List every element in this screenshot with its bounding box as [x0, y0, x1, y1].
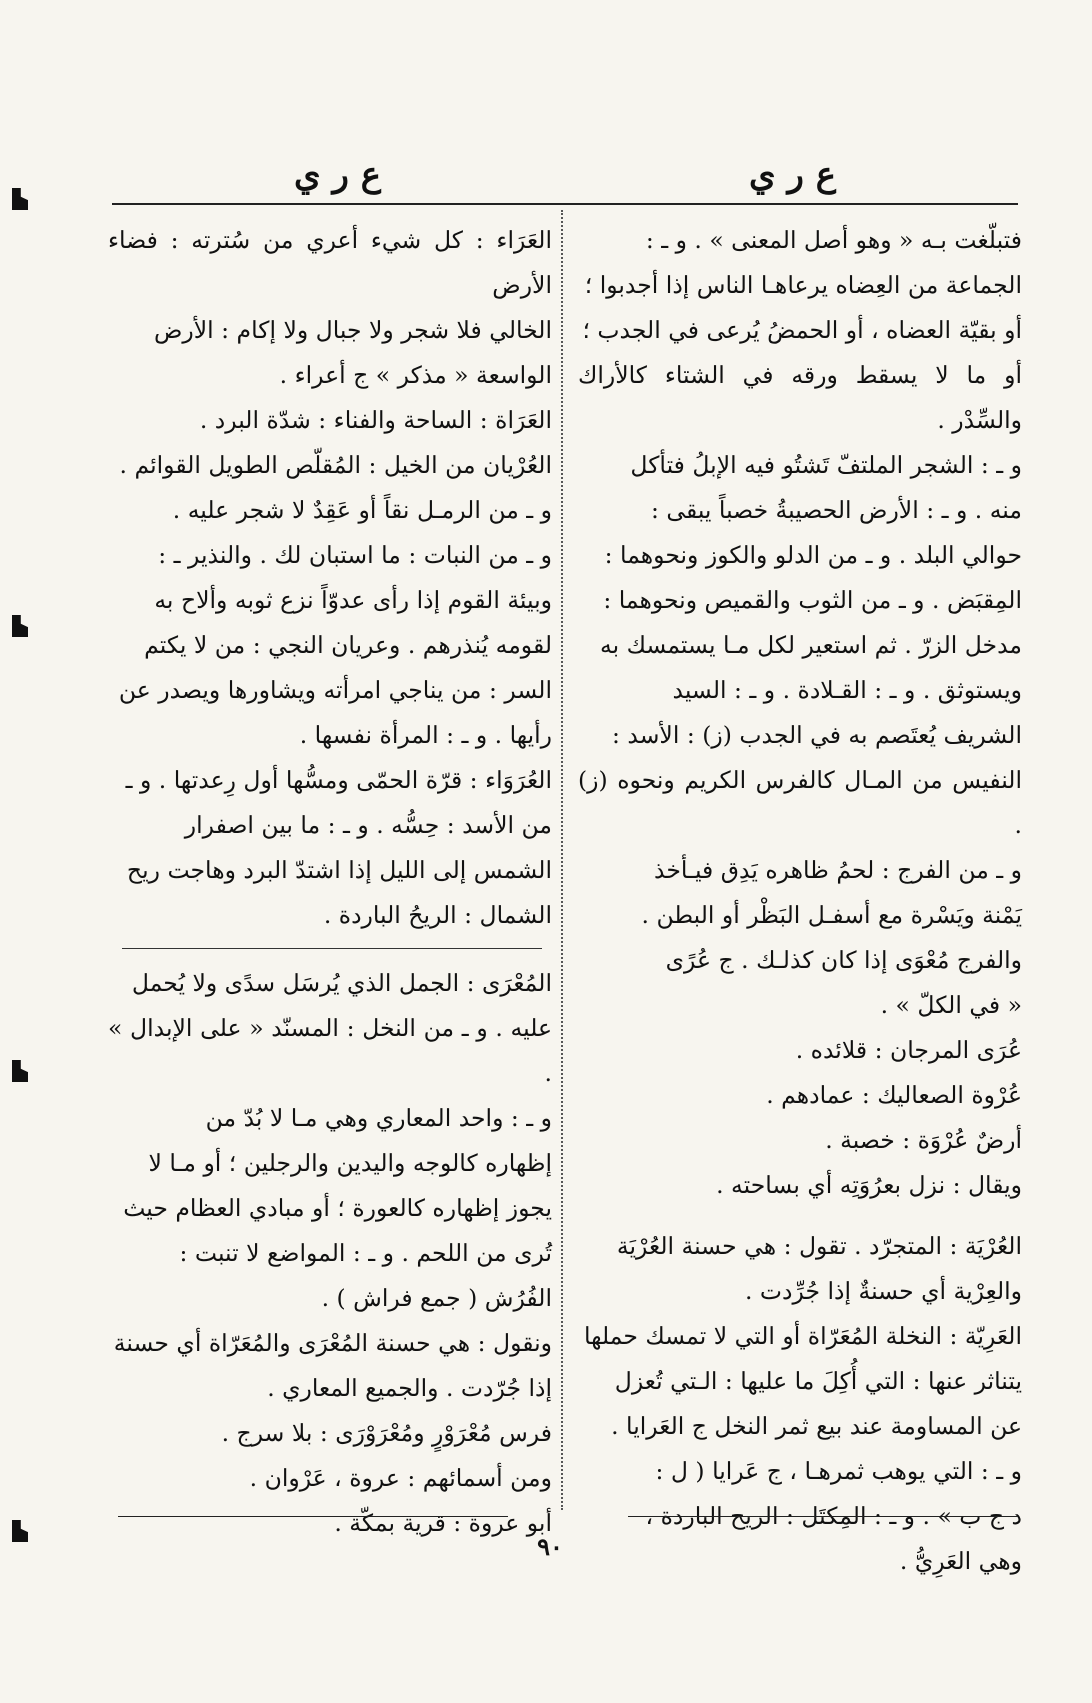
entry-line: العَرَاة : الساحة والفناء : شدّة البرد . — [199, 406, 552, 434]
entry-line: فرس مُعْرَوْرٍ ومُعْرَوْرَى : بلا سرج . — [221, 1419, 552, 1447]
text-line: فتبلّغت بـه « وهو أصل المعنى » . و ـ : — [645, 226, 1022, 254]
text-line: أو ما لا يسقط ورقه في الشتاء كالأراك والسِّدْر . — [578, 361, 1022, 434]
text-line: منه . و ـ : الأرض الحصيبةُ خصباً يبقى : — [650, 496, 1022, 524]
running-header — [110, 150, 1020, 200]
entry-line: العُرْيَة : المتجرّد . تقول : هي حسنة العُرْيَة — [616, 1232, 1022, 1260]
text-line: الفُرُش ( جمع فراش ) . — [321, 1284, 552, 1312]
column-divider — [561, 210, 563, 1510]
text-line: مدخل الزرّ . ثم استعير لكل مـا يستمسك به — [599, 631, 1022, 659]
text-line: النفيس من المـال كالفرس الكريم ونحوه (ز) . — [578, 766, 1022, 839]
text-line: « في الكلّ » . — [880, 991, 1022, 1019]
text-line: يَمْنة ويَسْرة مع أسفـل البَظْر أو البطن . — [641, 901, 1022, 929]
margin-mark-icon — [12, 1520, 28, 1542]
text-line: ويستوثق . و ـ : القـلادة . و ـ : السيد — [672, 676, 1022, 704]
text-line: من الأسد : حِسُّه . و ـ : ما بين اصفرار — [184, 811, 552, 839]
footer-rule-left — [118, 1516, 508, 1517]
entry-line: العَرِيّة : النخلة المُعَرّاة أو التي لا تمسك حملها — [584, 1322, 1022, 1350]
entry-line: ومن أسمائهم : عروة ، عَرْوان . — [249, 1464, 552, 1492]
text-line: الشمال : الريحُ الباردة . — [323, 901, 552, 929]
text-line: إظهاره كالوجه واليدين والرجلين ؛ أو مـا لا — [148, 1149, 552, 1177]
entry-line: عُرَى المرجان : قلائده . — [795, 1036, 1022, 1064]
text-line: و ـ : واحد المعاري وهي مـا لا بُدّ من — [205, 1104, 552, 1132]
text-line: أو بقيّة العضاه ، أو الحمضُ يُرعى في الجدب ؛ — [582, 316, 1022, 344]
margin-mark-icon — [12, 615, 28, 637]
margin-mark-icon — [12, 1060, 28, 1082]
text-line: ويقال : نزل بعرُوَتِه أي بساحته . — [716, 1171, 1022, 1199]
text-line: وبيئة القوم إذا رأى عدوّاً نزع ثوبه وألاح به — [154, 586, 552, 614]
text-line: والعِرْية أي حسنةٌ إذا جُرِّدت . — [744, 1277, 1022, 1305]
text-line: عليه . و ـ من النخل : المسنّد « على الإبدال » . — [108, 1014, 552, 1087]
text-line: وهي العَرِيُّ . — [899, 1547, 1022, 1575]
text-line: الشمس إلى الليل إذا اشتدّ البرد وهاجت ريح — [126, 856, 552, 884]
text-line: إذا جُرّدت . والجميع المعاري . — [267, 1374, 552, 1402]
text-line: يتناثر عنها : التي أُكِلَ ما عليها : الـتي تُعزل — [614, 1367, 1022, 1395]
text-line: والفرج مُعْوَى إذا كان كذلـك . ج عُرًى — [665, 946, 1022, 974]
text-line: تُرى من اللحم . و ـ : المواضع لا تنبت : — [179, 1239, 552, 1267]
text-line: حوالي البلد . و ـ من الدلو والكوز ونحوهما : — [604, 541, 1022, 569]
text-line: الخالي فلا شجر ولا جبال ولا إكام : الأرض — [154, 316, 552, 344]
text-line: و ـ من الرمـل نقاً أو عَقِدٌ لا شجر عليه . — [172, 496, 552, 524]
entry-line: العَرَاء : كل شيء أعري من سُترته : فضاء الأرض — [108, 226, 552, 299]
margin-mark-icon — [12, 188, 28, 210]
text-line: السر : من يناجي امرأته ويشاورها ويصدر عن — [118, 676, 552, 704]
text-line: الجماعة من العِضاه يرعاهـا الناس إذا أجدبوا ؛ — [584, 271, 1022, 299]
text-line: يجوز إظهاره كالعورة ؛ أو مبادي العظام حيث — [123, 1194, 552, 1222]
header-right-title: ع ر ي — [294, 155, 381, 195]
text-line: عن المساومة عند بيع ثمر النخل ج العَرايا . — [611, 1412, 1022, 1440]
entry-line: عُرْوة الصعاليك : عمادهم . — [766, 1081, 1022, 1109]
text-line: المِقبَض . و ـ من الثوب والقميص ونحوهما : — [603, 586, 1022, 614]
text-line: و ـ من النبات : ما استبان لك . والنذير ـ : — [158, 541, 552, 569]
entry-line: أرضٌ عُرْوَة : خصبة . — [825, 1126, 1022, 1154]
entry-line: أبو عروة : قرية بمكّة . — [334, 1509, 552, 1537]
header-rule — [112, 203, 1018, 205]
text-line: لقومه يُنذرهم . وعريان النجي : من لا يكتم — [144, 631, 552, 659]
entry-line: العُرْيان من الخيل : المُقلّص الطويل القوائم . — [119, 451, 552, 479]
text-line: و ـ : التي يوهب ثمرهـا ، ج عَرايا ( ل : — [655, 1457, 1022, 1485]
right-column — [578, 218, 1022, 1584]
text-line: الواسعة « مذكر » ج أعراء . — [279, 361, 552, 389]
page-number: ٩٠ — [537, 1532, 563, 1561]
text-line: و ـ : الشجر الملتفّ تَشتُو فيه الإبلُ فتأكل — [630, 451, 1022, 479]
left-column — [108, 218, 552, 1546]
text-line: ونقول : هي حسنة المُعْرَى والمُعَرّاة أي حسنة — [113, 1329, 552, 1357]
text-line: و ـ من الفرج : لحمُ ظاهره يَدِق فيـأخذ — [654, 856, 1022, 884]
text-line: د ج ب » . و ـ : المِكتَل : الريح الباردة ، — [645, 1502, 1022, 1530]
section-separator — [122, 948, 542, 949]
header-left-title: ع ر ي — [749, 155, 836, 195]
entry-line: المُعْرَى : الجمل الذي يُرسَل سدًى ولا يُحمل — [131, 969, 552, 997]
text-line: رأيها . و ـ : المرأة نفسها . — [299, 721, 552, 749]
footer-rule-right — [628, 1516, 1018, 1517]
footer-rule — [118, 1516, 1018, 1522]
text-line: الشريف يُعتَصم به في الجدب (ز) : الأسد : — [612, 721, 1022, 749]
entry-line: العُرَوَاء : قرّة الحمّى ومسُّها أول رِعدتها . و ـ — [125, 766, 552, 794]
